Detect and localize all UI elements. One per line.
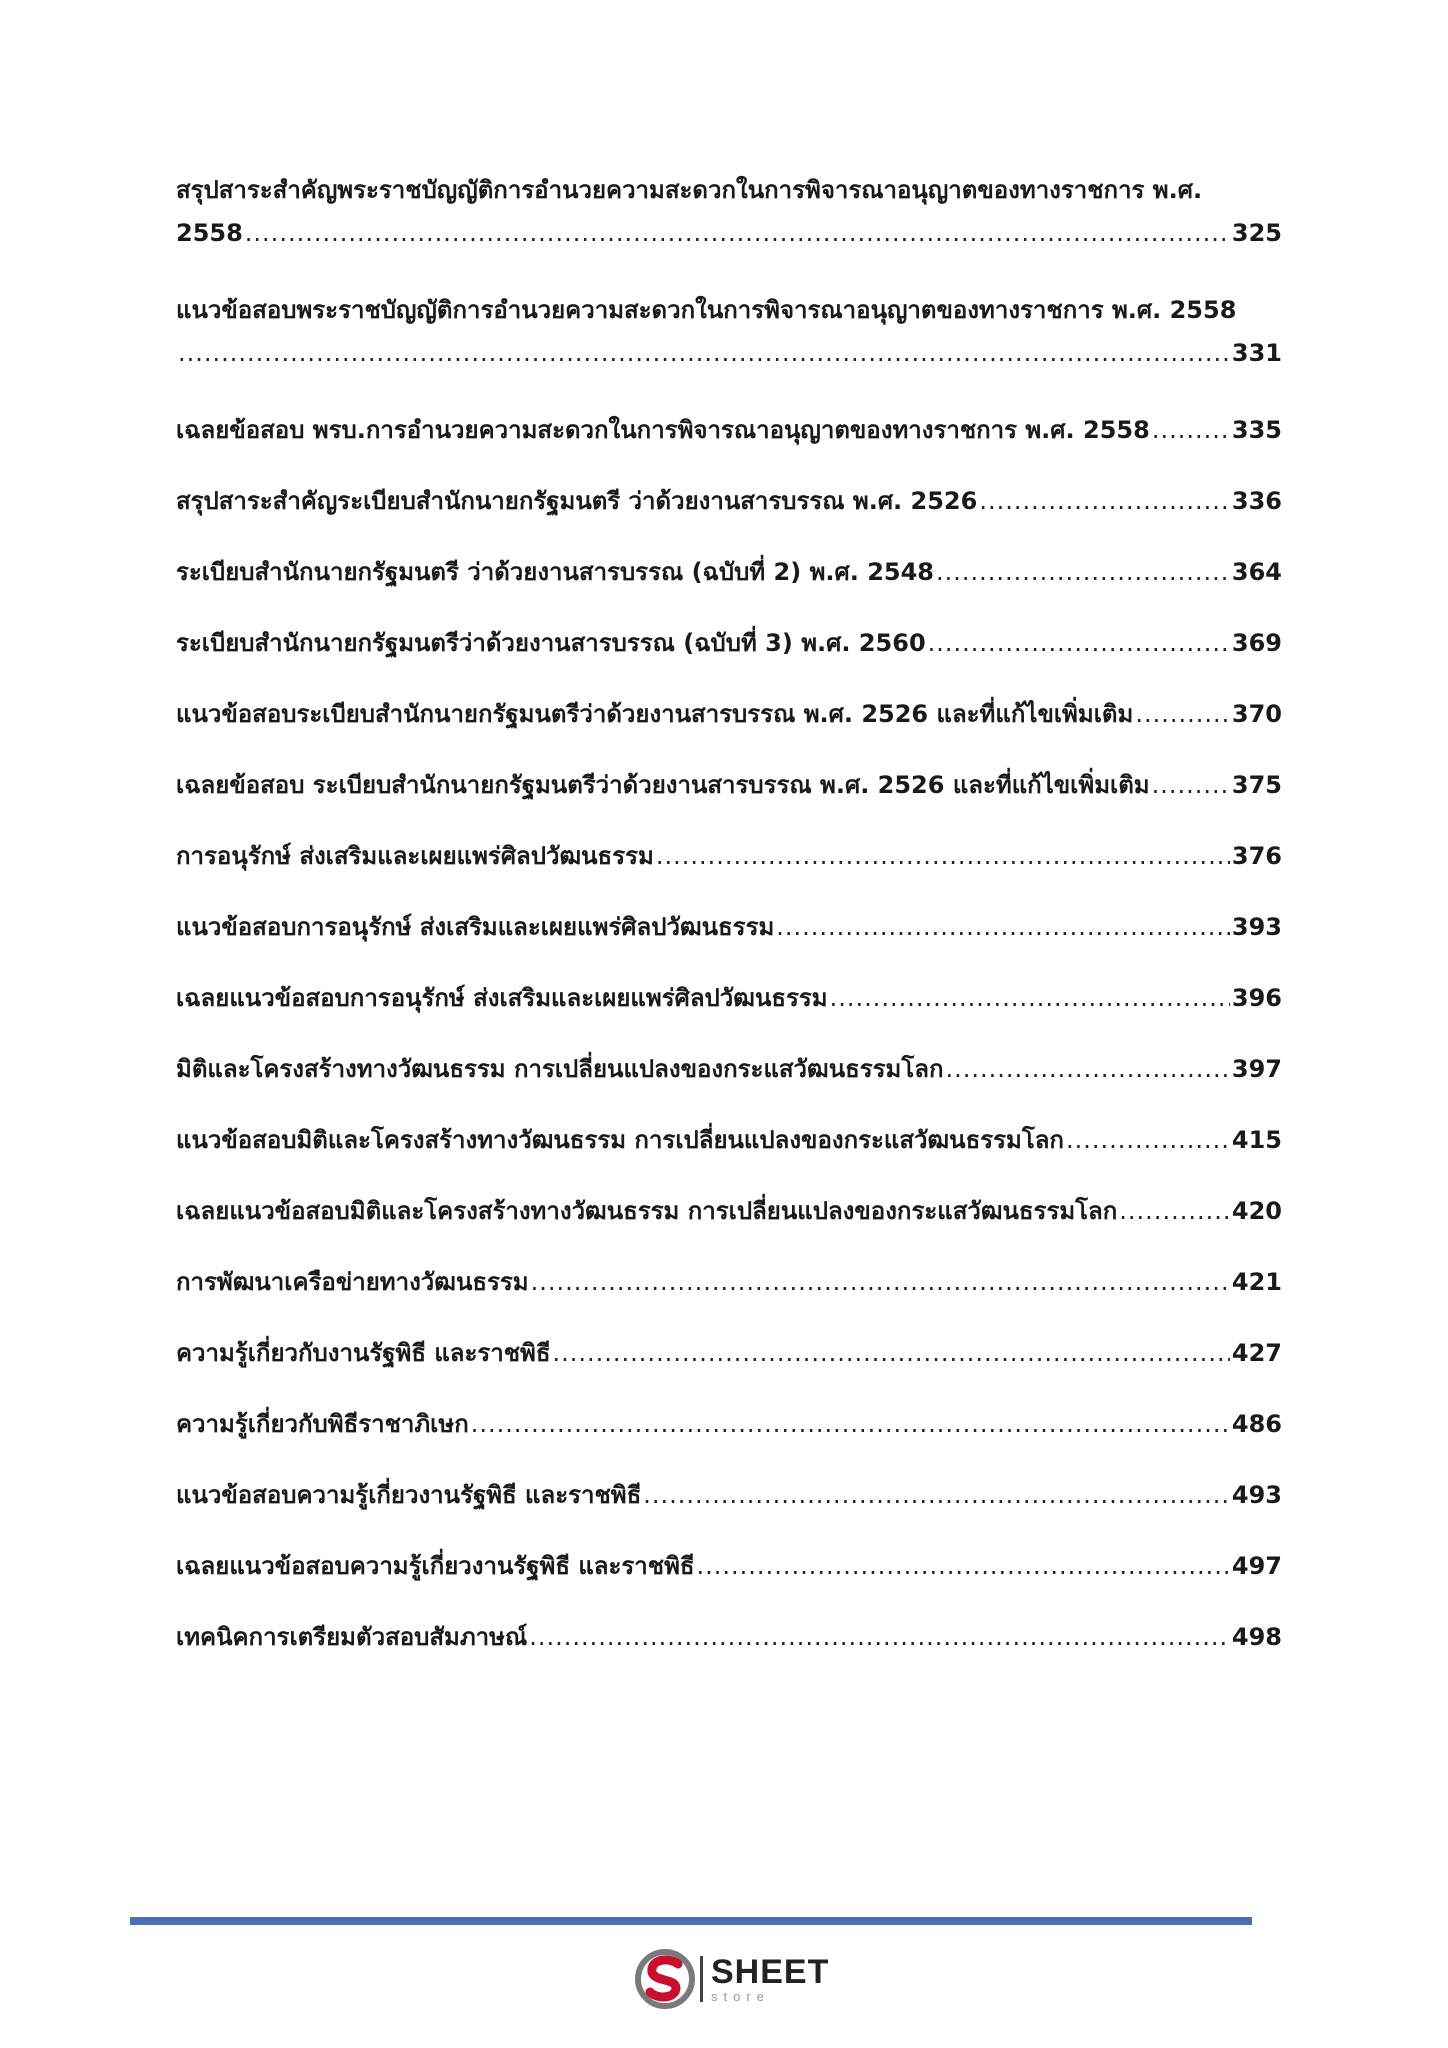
toc-entry-title: เฉลยแนวข้อสอบความรู้เกี่ยวงานรัฐพิธี และราชพิธี bbox=[176, 1552, 695, 1580]
toc-entry[interactable] bbox=[176, 1120, 1282, 1191]
toc-entry[interactable] bbox=[176, 1262, 1282, 1333]
toc-entry-page: 498 bbox=[1231, 1623, 1282, 1651]
table-of-contents bbox=[176, 170, 1282, 1688]
sheet-store-logo-mark bbox=[634, 1948, 696, 2010]
toc-entry[interactable] bbox=[176, 552, 1282, 623]
toc-dot-leader bbox=[471, 1410, 1230, 1438]
toc-entry[interactable] bbox=[176, 907, 1282, 978]
toc-entry[interactable] bbox=[176, 290, 1282, 392]
toc-entry[interactable] bbox=[176, 1049, 1282, 1120]
toc-entry-title: การอนุรักษ์ ส่งเสริมและเผยแพร่ศิลปวัฒนธรรม bbox=[176, 842, 654, 870]
toc-entry-title: มิติและโครงสร้างทางวัฒนธรรม การเปลี่ยนแปลงของกระแสวัฒนธรรมโลก bbox=[176, 1055, 944, 1083]
footer-rule bbox=[130, 1917, 1252, 1925]
toc-entry-title: เทคนิคการเตรียมตัวสอบสัมภาษณ์ bbox=[176, 1623, 528, 1651]
toc-entry[interactable] bbox=[176, 1404, 1282, 1475]
toc-dot-leader bbox=[656, 842, 1230, 870]
toc-dot-leader bbox=[553, 1339, 1230, 1367]
toc-entry-title: แนวข้อสอบความรู้เกี่ยวงานรัฐพิธี และราชพิธี bbox=[176, 1481, 642, 1509]
toc-dot-leader bbox=[928, 629, 1230, 657]
toc-entry-title: แนวข้อสอบมิติและโครงสร้างทางวัฒนธรรม การเปลี่ยนแปลงของกระแสวัฒนธรรมโลก bbox=[176, 1126, 1064, 1154]
toc-entry[interactable] bbox=[176, 1546, 1282, 1617]
toc-entry-title-cont: 2558 bbox=[176, 219, 243, 247]
toc-dot-leader bbox=[830, 984, 1230, 1012]
toc-dot-leader bbox=[979, 487, 1230, 515]
toc-entry-title: แนวข้อสอบพระราชบัญญัติการอำนวยความสะดวกในการพิจารณาอนุญาตของทางราชการ พ.ศ. 2558 bbox=[176, 296, 1237, 324]
toc-dot-leader bbox=[531, 1268, 1230, 1296]
logo-subtext: store bbox=[711, 1989, 770, 2004]
toc-entry-title: ความรู้เกี่ยวกับงานรัฐพิธี และราชพิธี bbox=[176, 1339, 551, 1367]
toc-entry[interactable] bbox=[176, 1475, 1282, 1546]
toc-entry-page: 415 bbox=[1231, 1126, 1282, 1154]
toc-entry[interactable] bbox=[176, 481, 1282, 552]
toc-entry-page: 369 bbox=[1231, 629, 1282, 657]
toc-dot-leader bbox=[1152, 771, 1230, 799]
toc-entry-title: ความรู้เกี่ยวกับพิธีราชาภิเษก bbox=[176, 1410, 469, 1438]
toc-entry-title: สรุปสาระสำคัญพระราชบัญญัติการอำนวยความสะดวกในการพิจารณาอนุญาตของทางราชการ พ.ศ. bbox=[176, 176, 1203, 204]
toc-entry[interactable] bbox=[176, 978, 1282, 1049]
toc-entry[interactable] bbox=[176, 623, 1282, 694]
toc-entry-page: 397 bbox=[1231, 1055, 1282, 1083]
toc-entry-title: การพัฒนาเครือข่ายทางวัฒนธรรม bbox=[176, 1268, 529, 1296]
toc-entry-title: เฉลยข้อสอบ ระเบียบสำนักนายกรัฐมนตรีว่าด้วยงานสารบรรณ พ.ศ. 2526 และที่แก้ไขเพิ่มเติม bbox=[176, 771, 1150, 799]
toc-dot-leader bbox=[529, 1623, 1230, 1651]
toc-dot-leader bbox=[245, 219, 1230, 247]
toc-entry-title: ระเบียบสำนักนายกรัฐมนตรีว่าด้วยงานสารบรรณ (ฉบับที่ 3) พ.ศ. 2560 bbox=[176, 629, 926, 657]
toc-entry-page: 421 bbox=[1231, 1268, 1282, 1296]
toc-entry[interactable] bbox=[176, 836, 1282, 907]
toc-entry-page: 335 bbox=[1231, 416, 1282, 444]
toc-entry[interactable] bbox=[176, 1617, 1282, 1688]
toc-dot-leader bbox=[1135, 700, 1230, 728]
toc-entry-title: เฉลยแนวข้อสอบมิติและโครงสร้างทางวัฒนธรรม การเปลี่ยนแปลงของกระแสวัฒนธรรมโลก bbox=[176, 1197, 1118, 1225]
toc-entry-page: 493 bbox=[1231, 1481, 1282, 1509]
toc-entry-page: 370 bbox=[1231, 700, 1282, 728]
toc-entry-page: 420 bbox=[1231, 1197, 1282, 1225]
toc-entry-page: 427 bbox=[1231, 1339, 1282, 1367]
toc-entry-page: 396 bbox=[1231, 984, 1282, 1012]
toc-entry-page: 497 bbox=[1231, 1552, 1282, 1580]
toc-entry-title: เฉลยข้อสอบ พรบ.การอำนวยความสะดวกในการพิจารณาอนุญาตของทางราชการ พ.ศ. 2558 bbox=[176, 416, 1150, 444]
toc-entry[interactable] bbox=[176, 1333, 1282, 1404]
toc-dot-leader bbox=[776, 913, 1230, 941]
toc-entry-page: 486 bbox=[1231, 1410, 1282, 1438]
toc-dot-leader bbox=[1119, 1197, 1230, 1225]
toc-entry-title: สรุปสาระสำคัญระเบียบสำนักนายกรัฐมนตรี ว่าด้วยงานสารบรรณ พ.ศ. 2526 bbox=[176, 487, 978, 515]
toc-dot-leader bbox=[1152, 416, 1230, 444]
toc-entry[interactable] bbox=[176, 1191, 1282, 1262]
logo-word: SHEET bbox=[711, 1953, 830, 1991]
toc-entry[interactable] bbox=[176, 765, 1282, 836]
toc-dot-leader bbox=[946, 1055, 1230, 1083]
toc-dot-leader bbox=[178, 339, 1230, 367]
toc-entry-page: 375 bbox=[1231, 771, 1282, 799]
toc-entry-title: เฉลยแนวข้อสอบการอนุรักษ์ ส่งเสริมและเผยแพร่ศิลปวัฒนธรรม bbox=[176, 984, 828, 1012]
toc-dot-leader bbox=[1066, 1126, 1230, 1154]
sheet-store-logo bbox=[634, 1948, 834, 2010]
toc-dot-leader bbox=[936, 558, 1230, 586]
toc-dot-leader bbox=[697, 1552, 1230, 1580]
toc-entry-page: 331 bbox=[1231, 339, 1282, 367]
toc-entry-title: แนวข้อสอบระเบียบสำนักนายกรัฐมนตรีว่าด้วยงานสารบรรณ พ.ศ. 2526 และที่แก้ไขเพิ่มเติม bbox=[176, 700, 1134, 728]
toc-entry[interactable] bbox=[176, 410, 1282, 481]
toc-entry-title: แนวข้อสอบการอนุรักษ์ ส่งเสริมและเผยแพร่ศิลปวัฒนธรรม bbox=[176, 913, 775, 941]
toc-entry[interactable] bbox=[176, 694, 1282, 765]
toc-entry-page: 364 bbox=[1231, 558, 1282, 586]
toc-entry-page: 393 bbox=[1231, 913, 1282, 941]
logo-divider bbox=[700, 1956, 703, 2002]
toc-entry-page: 376 bbox=[1231, 842, 1282, 870]
toc-entry-page: 325 bbox=[1231, 219, 1282, 247]
toc-entry-page: 336 bbox=[1231, 487, 1282, 515]
toc-dot-leader bbox=[643, 1481, 1230, 1509]
toc-entry-title: ระเบียบสำนักนายกรัฐมนตรี ว่าด้วยงานสารบรรณ (ฉบับที่ 2) พ.ศ. 2548 bbox=[176, 558, 935, 586]
toc-entry[interactable] bbox=[176, 170, 1282, 272]
